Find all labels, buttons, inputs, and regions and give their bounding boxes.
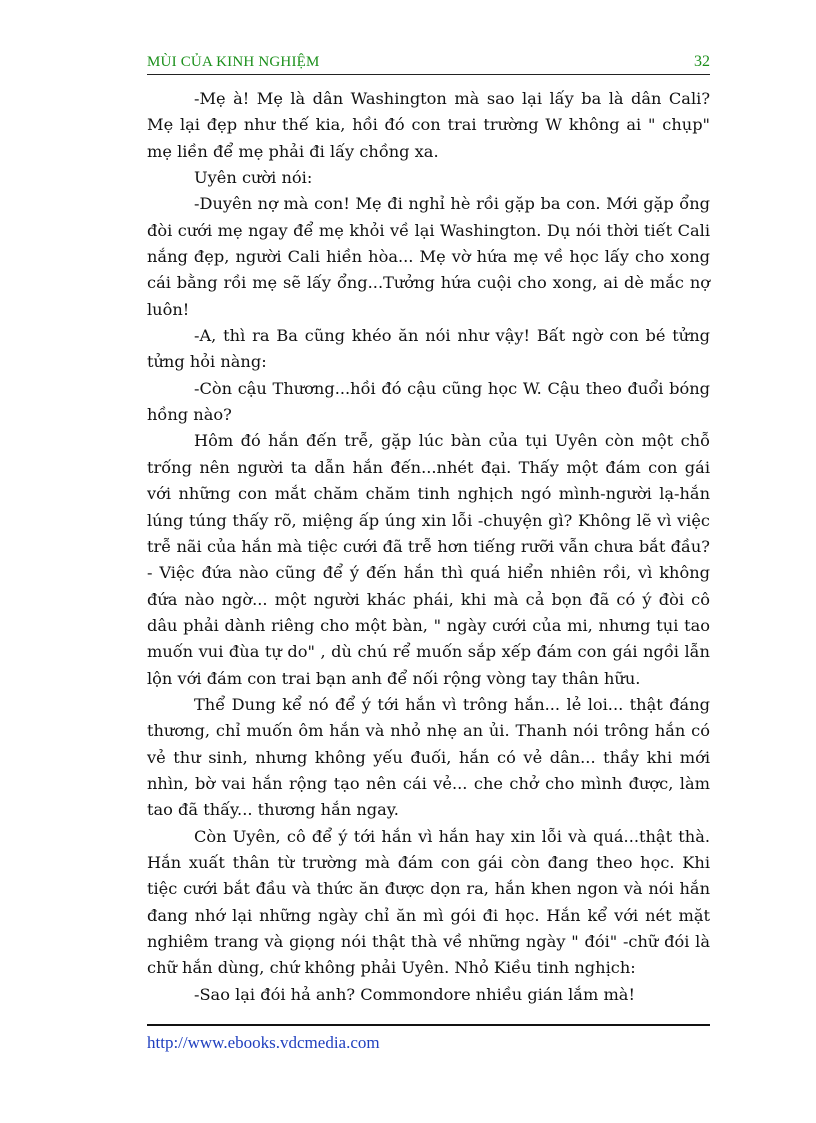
paragraph: -Còn cậu Thương...hồi đó cậu cũng học W. Cậu theo đuổi bóng hồng nào?	[147, 378, 710, 425]
page-body	[147, 86, 710, 1008]
footer-divider	[147, 1024, 710, 1026]
paragraph: Uyên cười nói:	[194, 168, 313, 188]
paragraph: Còn Uyên, cô để ý tới hắn vì hắn hay xin lỗi và quá...thật thà. Hắn xuất thân từ trường mà đám con gái còn đang theo học. Khi tiệc cưới bắt đầu và thức ăn được dọn ra, hắn khen ngon và nói hắn đang nhớ lại những ngày chỉ ăn mì gói đi học. Hắn kể với nét mặt nghiêm trang và giọng nói thật thà về những ngày " đói" -chữ đói là chữ hắn dùng, chứ không phải Uyên. Nhỏ Kiều tinh nghịch:	[147, 826, 710, 978]
footer-website-link[interactable]: http://www.ebooks.vdcmedia.com	[147, 1033, 380, 1052]
paragraph: -Mẹ à! Mẹ là dân Washington mà sao lại lấy ba là dân Cali? Mẹ lại đẹp như thế kia, hồi đó con trai trường W không ai " chụp" mẹ liền để mẹ phải đi lấy chồng xa.	[147, 89, 710, 161]
paragraph: -A, thì ra Ba cũng khéo ăn nói như vậy! Bất ngờ con bé tửng tửng hỏi nàng:	[147, 326, 710, 372]
page-number: 32	[694, 53, 710, 70]
paragraph: -Sao lại đói hả anh? Commondore nhiều gián lắm mà!	[194, 984, 635, 1004]
paragraph: -Duyên nợ mà con! Mẹ đi nghỉ hè rồi gặp ba con. Mới gặp ổng đòi cưới mẹ ngay để mẹ khỏi về lại Washington. Dụ nói thời tiết Cali nắng đẹp, người Cali hiền hòa... Mẹ vờ hứa mẹ về học lấy cho xong cái bằng rồi mẹ sẽ lấy ổng...Tưởng hứa cuội cho xong, ai dè mắc nợ luôn!	[147, 194, 710, 319]
paragraph: Hôm đó hắn đến trễ, gặp lúc bàn của tụi Uyên còn một chỗ trống nên người ta dẫn hắn đến...nhét đại. Thấy một đám con gái với những con mắt chăm chăm tinh nghịch ngó mình-người lạ-hắn lúng túng thấy rõ, miệng ấp úng xin lỗi -chuyện gì? Không lẽ vì việc trễ nãi của hắn mà tiệc cưới đã trễ hơn tiếng rưỡi vẫn chưa bắt đầu?- Việc đứa nào cũng để ý đến hắn thì quá hiển nhiên rồi, vì không đứa nào ngờ... một người khác phái, khi mà cả bọn đã có ý đòi cô dâu phải dành riêng cho một bàn, " ngày cưới của mi, nhưng tụi tao muốn vui đùa tự do" , dù chú rể muốn sắp xếp đám con gái ngồi lẫn lộn với đám con trai bạn anh để nối rộng vòng tay thân hữu.	[147, 431, 710, 688]
paragraph: Thể Dung kể nó để ý tới hắn vì trông hắn... lẻ loi... thật đáng thương, chỉ muốn ôm hắn và nhỏ nhẹ an ủi. Thanh nói trông hắn có vẻ thư sinh, nhưng không yếu đuối, hắn có vẻ dân... thầy khi mới nhìn, bờ vai hắn rộng tạo nên cái vẻ... che chở cho mình được, làm tao đã thấy... thương hắn ngay.	[147, 694, 710, 820]
page-header	[147, 50, 710, 76]
book-title: MÙI CỦA KINH NGHIỆM	[147, 54, 320, 70]
header-divider	[147, 74, 710, 75]
